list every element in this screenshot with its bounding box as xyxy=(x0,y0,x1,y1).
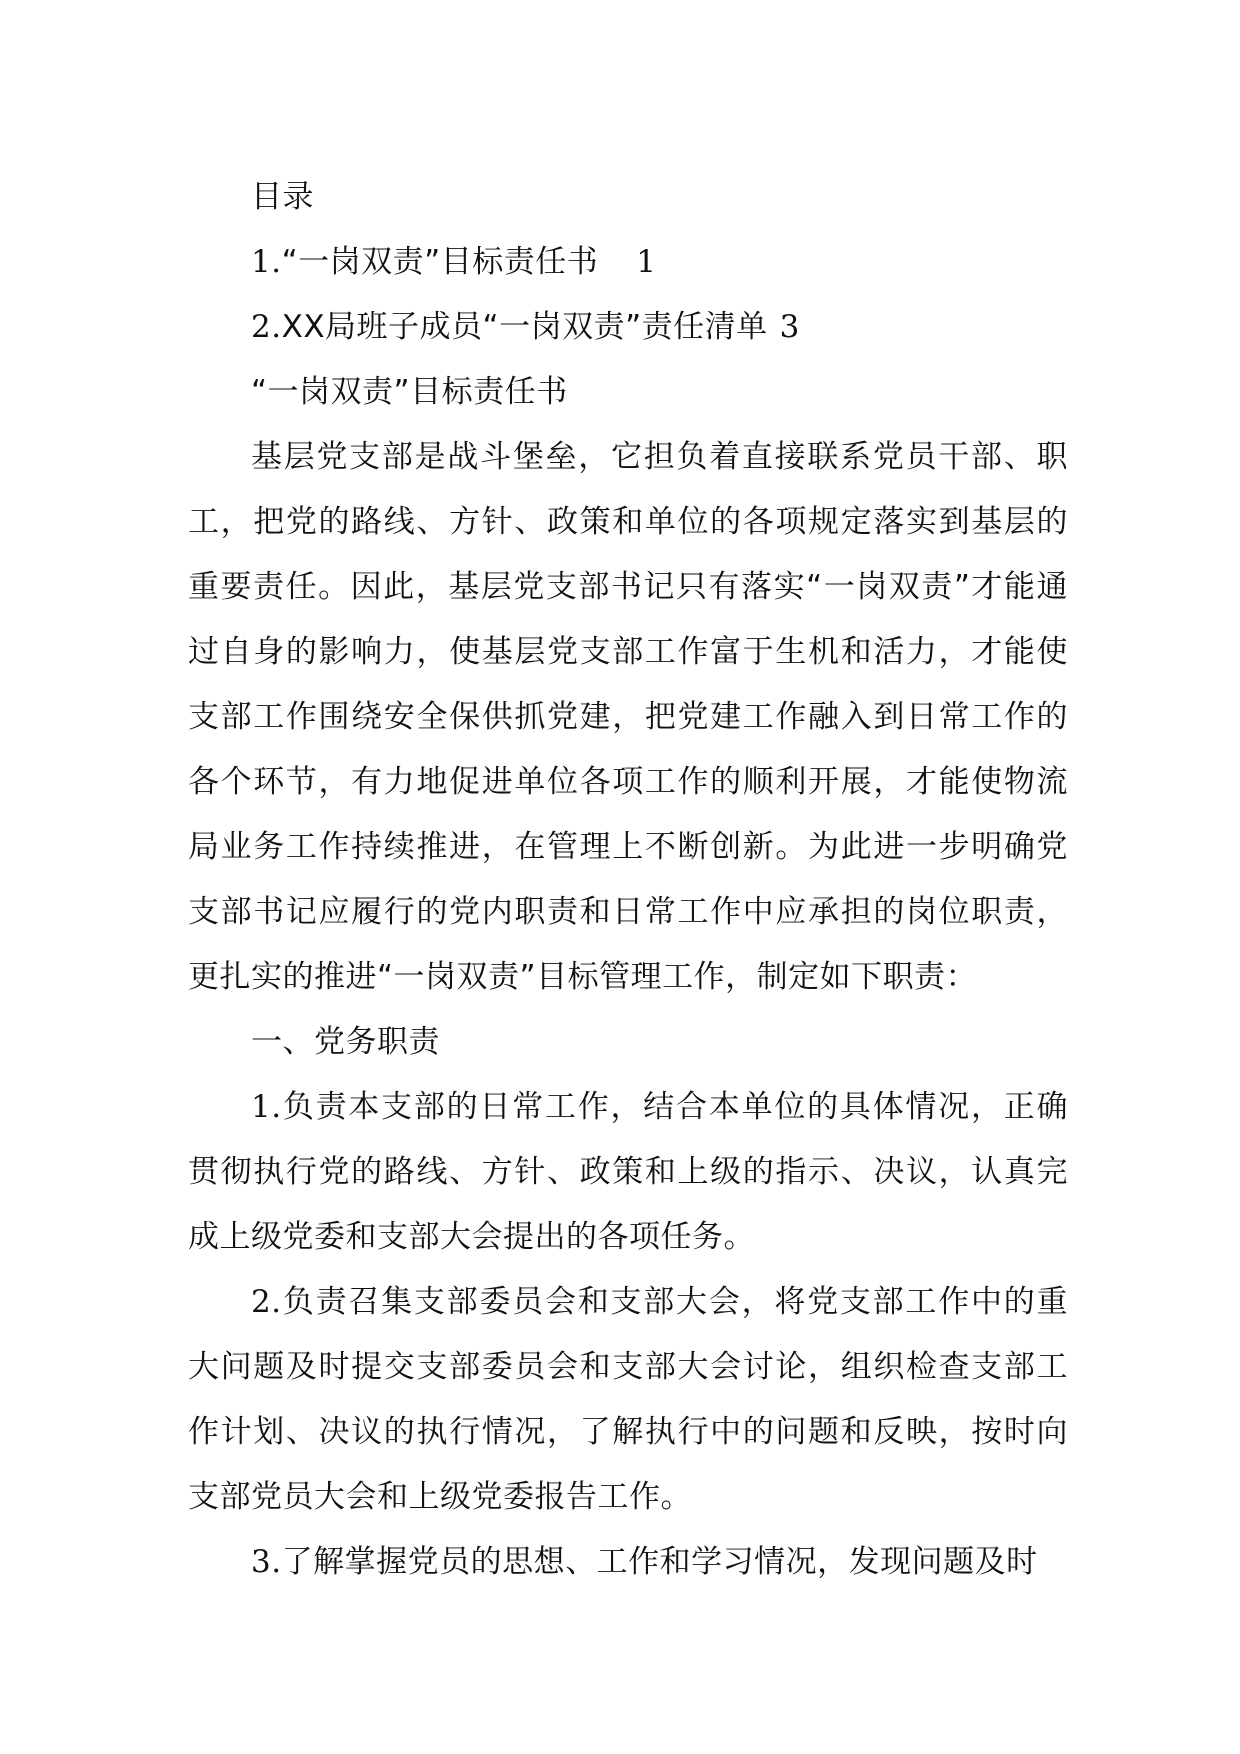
document-content xyxy=(188,165,1068,1595)
duty-item-3 xyxy=(188,1530,1068,1595)
duty-item-text: 负责本支部的日常工作，结合本单位的具体情况，正确贯彻执行党的路线、方针、政策和上级的指示、决议，认真完成上级党委和支部大会提出的各项任务。 xyxy=(188,1089,1068,1255)
duty-item-number: 1. xyxy=(251,1089,282,1125)
toc-entry-page: 1 xyxy=(636,244,657,280)
toc-entry-1[interactable] xyxy=(188,230,1068,295)
toc-entry-title: XX局班子成员“一岗双责”责任清单 xyxy=(281,309,768,345)
intro-paragraph: 基层党支部是战斗堡垒，它担负着直接联系党员干部、职工，把党的路线、方针、政策和单位的各项规定落实到基层的重要责任。因此，基层党支部书记只有落实“一岗双责”才能通过自身的影响力，使基层党支部工作富于生机和活力，才能使支部工作围绕安全保供抓党建，把党建工作融入到日常工作的各个环节，有力地促进单位各项工作的顺利开展，才能使物流局业务工作持续推进，在管理上不断创新。为此进一步明确党支部书记应履行的党内职责和日常工作中应承担的岗位职责，更扎实的推进“一岗双责”目标管理工作，制定如下职责： xyxy=(188,439,1068,995)
duty-item-1 xyxy=(188,1075,1068,1270)
duty-item-number: 2. xyxy=(251,1284,282,1320)
duty-item-2 xyxy=(188,1270,1068,1530)
toc-entry-2[interactable] xyxy=(188,295,1068,360)
toc-entry-number: 1. xyxy=(251,244,282,280)
duty-item-number: 3. xyxy=(251,1544,282,1580)
toc-entry-page: 3 xyxy=(779,309,800,345)
duty-item-text: 负责召集支部委员会和支部大会，将党支部工作中的重大问题及时提交支部委员会和支部大会讨论，组织检查支部工作计划、决议的执行情况，了解执行中的问题和反映，按时向支部党员大会和上级党委报告工作。 xyxy=(188,1284,1068,1515)
toc-entry-number: 2. xyxy=(251,309,282,345)
toc-heading: 目录 xyxy=(251,179,314,215)
section-heading: 一、党务职责 xyxy=(251,1024,440,1060)
document-title: “一岗双责”目标责任书 xyxy=(251,374,568,410)
duty-item-text: 了解掌握党员的思想、工作和学习情况，发现问题及时 xyxy=(281,1544,1038,1580)
toc-entry-title: “一岗双责”目标责任书 xyxy=(281,244,599,280)
